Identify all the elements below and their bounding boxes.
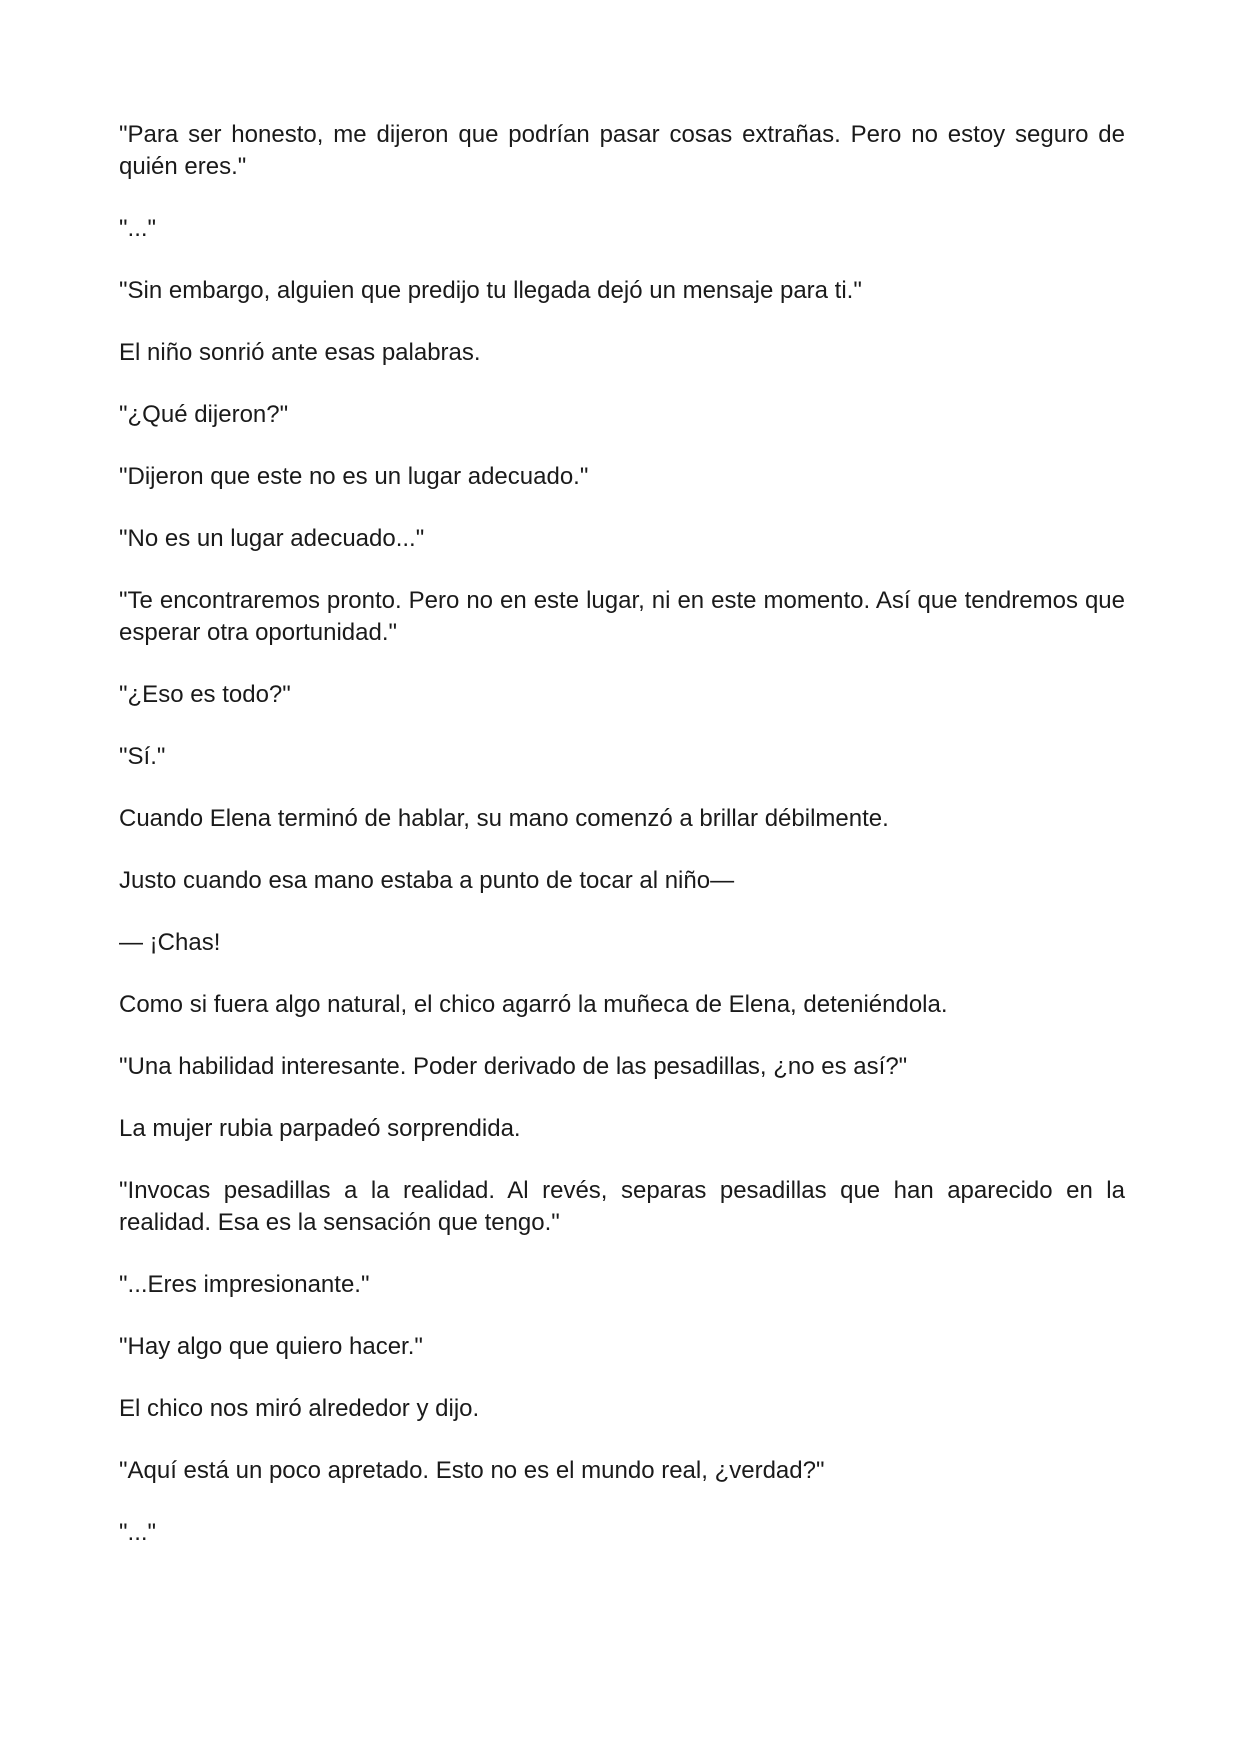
paragraph: "¿Eso es todo?" xyxy=(119,681,291,708)
paragraph: "Aquí está un poco apretado. Esto no es el mundo real, ¿verdad?" xyxy=(119,1457,825,1484)
paragraph: "Invocas pesadillas a la realidad. Al revés, separas pesadillas que han aparecido en la realidad. Esa es la sensación que tengo." xyxy=(119,1177,1125,1236)
document-body xyxy=(119,119,1125,1579)
paragraph: Cuando Elena terminó de hablar, su mano comenzó a brillar débilmente. xyxy=(119,805,889,832)
paragraph: "Te encontraremos pronto. Pero no en este lugar, ni en este momento. Así que tendremos que esperar otra oportunidad." xyxy=(119,587,1125,646)
paragraph: "Una habilidad interesante. Poder derivado de las pesadillas, ¿no es así?" xyxy=(119,1053,908,1080)
paragraph: "...Eres impresionante." xyxy=(119,1271,370,1298)
paragraph: "Sí." xyxy=(119,743,166,770)
paragraph: La mujer rubia parpadeó sorprendida. xyxy=(119,1115,521,1142)
paragraph: "..." xyxy=(119,1519,157,1546)
paragraph: "No es un lugar adecuado..." xyxy=(119,525,425,552)
paragraph: Como si fuera algo natural, el chico agarró la muñeca de Elena, deteniéndola. xyxy=(119,991,948,1018)
paragraph: "Sin embargo, alguien que predijo tu llegada dejó un mensaje para ti." xyxy=(119,277,862,304)
paragraph: "¿Qué dijeron?" xyxy=(119,401,289,428)
paragraph: "..." xyxy=(119,215,157,242)
paragraph: Justo cuando esa mano estaba a punto de tocar al niño— xyxy=(119,867,735,894)
paragraph: "Para ser honesto, me dijeron que podrían pasar cosas extrañas. Pero no estoy seguro de quién eres." xyxy=(119,121,1125,180)
paragraph: — ¡Chas! xyxy=(119,929,221,956)
paragraph: El niño sonrió ante esas palabras. xyxy=(119,339,481,366)
paragraph: El chico nos miró alrededor y dijo. xyxy=(119,1395,480,1422)
paragraph: "Dijeron que este no es un lugar adecuado." xyxy=(119,463,589,490)
paragraph: "Hay algo que quiero hacer." xyxy=(119,1333,423,1360)
